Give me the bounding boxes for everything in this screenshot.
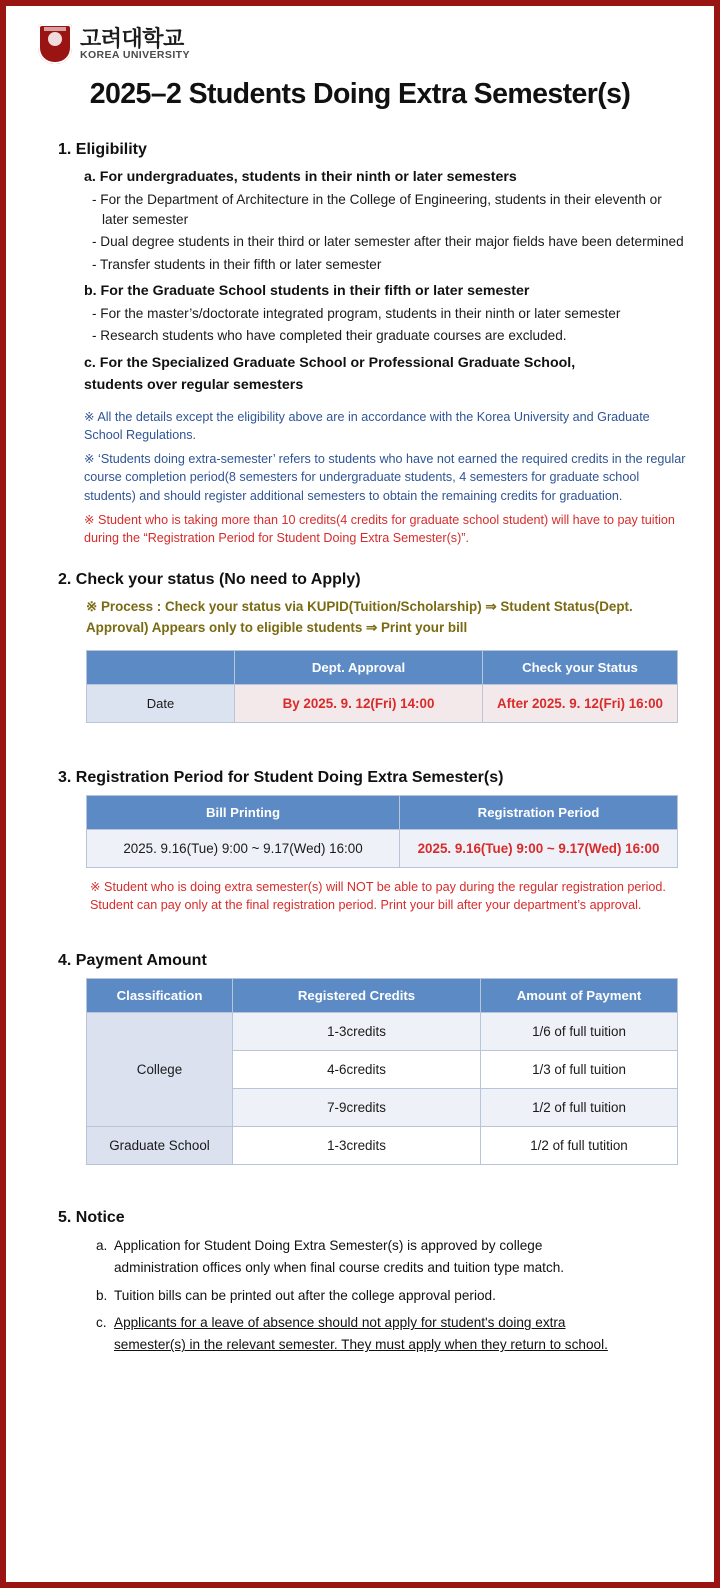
notice-index-a: a. xyxy=(96,1238,108,1254)
status-col-blank xyxy=(87,650,235,684)
notice-index-c: c. xyxy=(96,1315,107,1331)
notice-item-b xyxy=(96,1285,690,1307)
eligibility-item-b: b. For the Graduate School students in their fifth or later semester xyxy=(84,283,530,300)
eligibility-a-sub-3: - Transfer students in their fifth or later semester xyxy=(92,256,382,272)
eligibility-item-a: a. For undergraduates, students in their ninth or later semesters xyxy=(84,169,517,185)
pay-col-amount: Amount of Payment xyxy=(481,979,678,1013)
status-col-dept-approval: Dept. Approval xyxy=(235,650,483,684)
section-heading-notice: 5. Notice xyxy=(58,1209,125,1227)
reg-bill-printing-value: 2025. 9.16(Tue) 9:00 ~ 9.17(Wed) 16:00 xyxy=(87,829,400,867)
section-heading-registration: 3. Registration Period for Student Doing Extra Semester(s) xyxy=(58,768,504,786)
table-row xyxy=(87,829,678,867)
table-row xyxy=(87,1013,678,1051)
eligibility-note-blue-1: ※ All the details except the eligibility above are in accordance with the Korea University and Graduate School Regulations. xyxy=(84,409,650,442)
table-header-row xyxy=(87,795,678,829)
registration-note-red: ※ Student who is doing extra semester(s) will NOT be able to pay during the regular registration period. Student can pay only at the final registration period. Print your bill after your department’s approval. xyxy=(90,879,666,912)
section-notice xyxy=(30,1209,690,1356)
section-check-status xyxy=(30,571,690,722)
section-heading-eligibility: 1. Eligibility xyxy=(58,141,147,158)
section-payment-amount xyxy=(30,952,690,1165)
pay-amount-2: 1/3 of full tuition xyxy=(481,1051,678,1089)
eligibility-a-sub-1: - For the Department of Architecture in the College of Engineering, students in their eleventh or later semester xyxy=(92,191,662,227)
notice-item-a xyxy=(96,1235,690,1279)
eligibility-b-sub-1: - For the master’s/doctorate integrated program, students in their ninth or later semester xyxy=(92,305,621,321)
logo-korean-name: 고려대학교 xyxy=(80,25,184,51)
registration-period-table xyxy=(86,795,678,868)
notice-text-a2: administration offices only when final course credits and tuition type match. xyxy=(114,1259,565,1275)
status-check-date: After 2025. 9. 12(Fri) 16:00 xyxy=(483,684,678,722)
table-header-row xyxy=(87,650,678,684)
pay-credits-3: 7-9credits xyxy=(233,1089,481,1127)
reg-col-registration-period: Registration Period xyxy=(400,795,678,829)
notice-text-a1: Application for Student Doing Extra Semester(s) is approved by college xyxy=(114,1238,543,1254)
notice-text-c2: semester(s) in the relevant semester. They must apply when they return to school. xyxy=(114,1337,608,1353)
pay-classification-graduate: Graduate School xyxy=(87,1127,233,1165)
pay-amount-1: 1/6 of full tuition xyxy=(481,1013,678,1051)
table-header-row xyxy=(87,979,678,1013)
pay-classification-college: College xyxy=(87,1013,233,1127)
shield-crest-icon xyxy=(38,24,72,64)
eligibility-b-sub-2: - Research students who have completed their graduate courses are excluded. xyxy=(92,328,567,344)
section-eligibility xyxy=(30,141,690,547)
notice-index-b: b. xyxy=(96,1287,108,1303)
section-heading-check-status: 2. Check your status (No need to Apply) xyxy=(58,571,361,589)
status-col-check-status: Check your Status xyxy=(483,650,678,684)
reg-col-bill-printing: Bill Printing xyxy=(87,795,400,829)
notice-text-c1: Applicants for a leave of absence should not apply for student's doing extra xyxy=(114,1315,566,1331)
pay-col-classification: Classification xyxy=(87,979,233,1013)
university-logo xyxy=(30,24,690,64)
payment-amount-table xyxy=(86,978,678,1165)
section-registration-period xyxy=(30,769,690,915)
eligibility-item-c-line1: c. For the Specialized Graduate School or Professional Graduate School, xyxy=(84,354,576,371)
pay-credits-4: 1-3credits xyxy=(233,1127,481,1165)
eligibility-item-c-line2: students over regular semesters xyxy=(84,377,304,394)
pay-credits-1: 1-3credits xyxy=(233,1013,481,1051)
pay-amount-3: 1/2 of full tuition xyxy=(481,1089,678,1127)
status-row-label: Date xyxy=(87,684,235,722)
status-dept-approval-date: By 2025. 9. 12(Fri) 14:00 xyxy=(235,684,483,722)
page-title: 2025–2 Students Doing Extra Semester(s) xyxy=(89,78,631,110)
reg-period-value: 2025. 9.16(Tue) 9:00 ~ 9.17(Wed) 16:00 xyxy=(400,829,678,867)
eligibility-note-red: ※ Student who is taking more than 10 credits(4 credits for graduate school student) will have to pay tuition during the “Registration Period for Student Doing Extra Semester(s)”. xyxy=(84,512,675,546)
pay-col-registered-credits: Registered Credits xyxy=(233,979,481,1013)
notice-item-c xyxy=(96,1312,690,1356)
pay-amount-4: 1/2 of full tutition xyxy=(481,1127,678,1165)
section-heading-payment: 4. Payment Amount xyxy=(58,952,207,970)
logo-english-name: KOREA UNIVERSITY xyxy=(80,48,190,61)
table-row xyxy=(87,1127,678,1165)
check-status-process-note: ※ Process : Check your status via KUPID(Tuition/Scholarship) ⇒ Student Status(Dept. Approval) Appears only to eligible students ⇒ Print your bill xyxy=(86,599,633,635)
notice-text-b1: Tuition bills can be printed out after the college approval period. xyxy=(114,1287,496,1303)
table-row xyxy=(87,684,678,722)
check-status-table xyxy=(86,650,678,723)
eligibility-a-sub-2: - Dual degree students in their third or later semester after their major fields have been determined xyxy=(92,234,684,250)
pay-credits-2: 4-6credits xyxy=(233,1051,481,1089)
eligibility-note-blue-2: ※ ‘Students doing extra-semester’ refers to students who have not earned the required credits in the regular course completion period(8 semesters for undergraduate students, 4 semesters for graduate school students) and should register additional semesters to obtain the remaining credits for graduation. xyxy=(84,452,686,503)
